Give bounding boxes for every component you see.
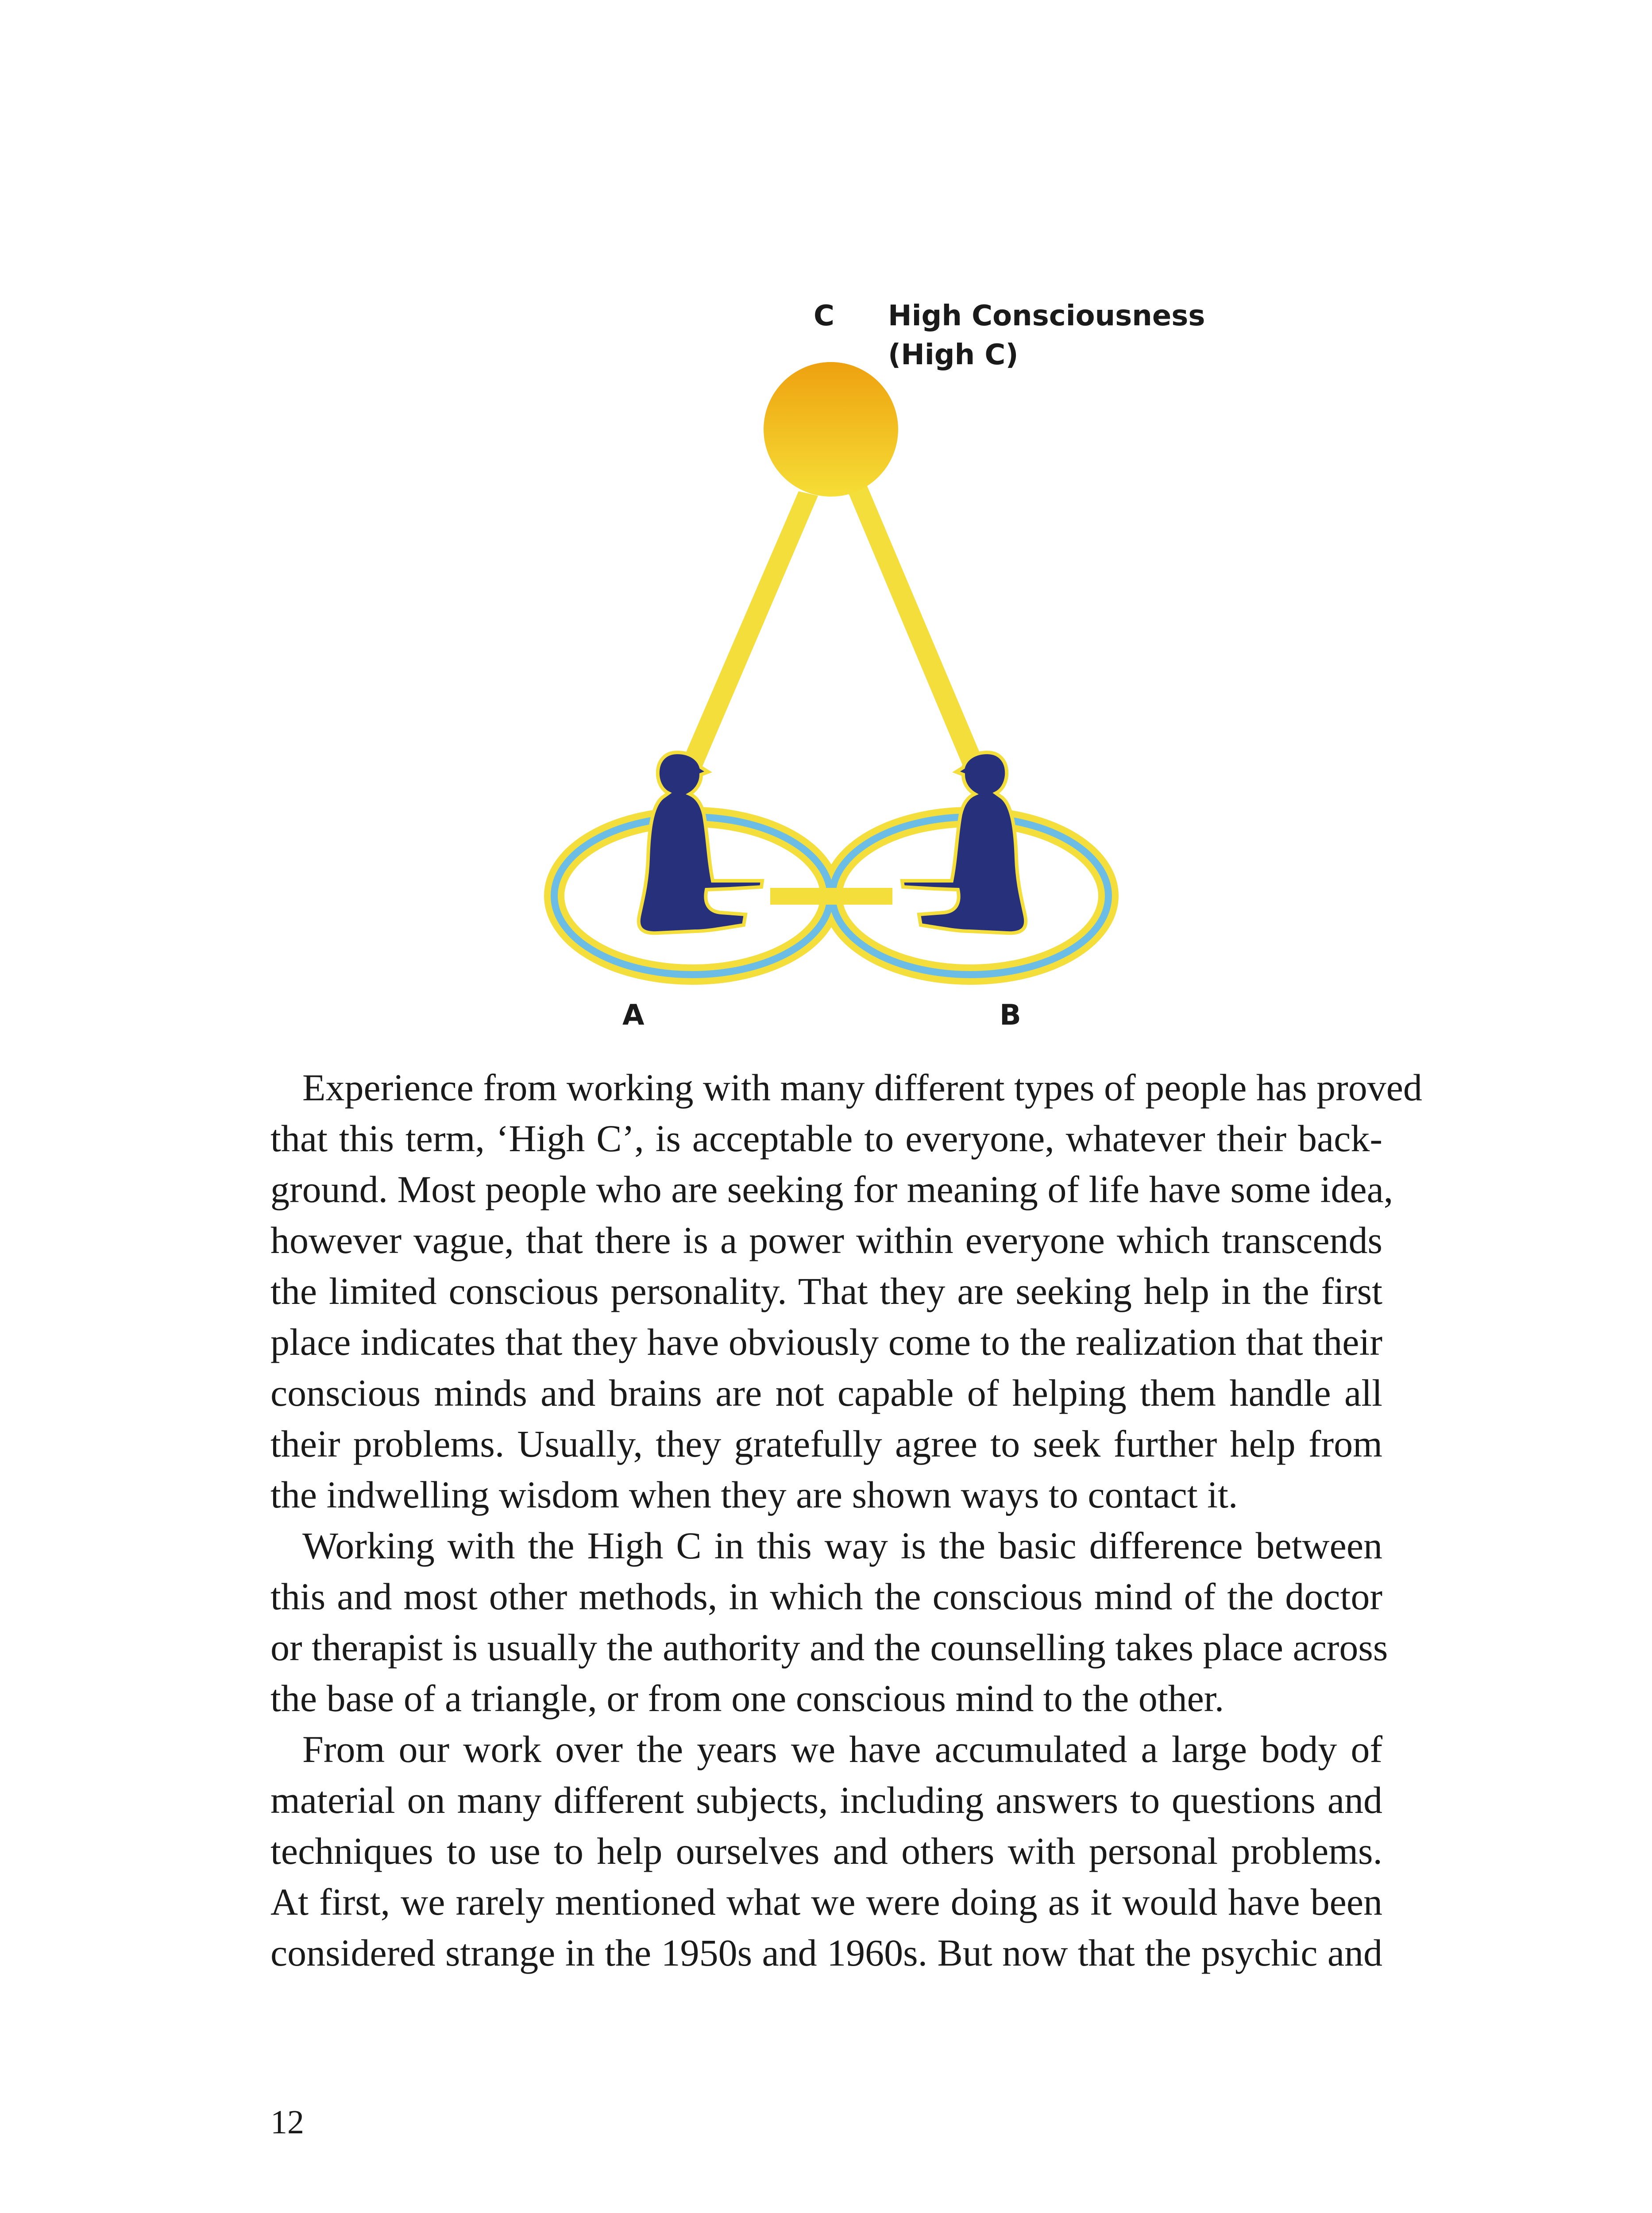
text-line: Working with the High C in this way is the basic difference between xyxy=(302,1524,1382,1567)
text-line: their problems. Usually, they gratefully agree to seek further help from xyxy=(270,1423,1382,1465)
sun-icon xyxy=(764,362,898,497)
label-b: B xyxy=(1000,999,1021,1032)
body-text xyxy=(270,1062,1422,1978)
text-line: From our work over the years we have accumulated a large body of xyxy=(302,1728,1382,1770)
label-a: A xyxy=(622,999,645,1032)
diagram-subtitle: (High C) xyxy=(888,339,1019,371)
diagram-title: High Consciousness xyxy=(888,300,1205,332)
text-line: material on many different subjects, including answers to questions and xyxy=(270,1779,1382,1821)
text-line: ground. Most people who are seeking for meaning of life have some idea, xyxy=(270,1168,1393,1211)
text-line: Experience from working with many different types of people has proved xyxy=(302,1066,1422,1109)
meditating-figure-a-icon xyxy=(639,752,762,933)
text-line: this and most other methods, in which the conscious mind of the doctor xyxy=(270,1575,1382,1618)
text-line: considered strange in the 1950s and 1960s. But now that the psychic and xyxy=(270,1932,1382,1974)
infinity-rings xyxy=(554,817,1108,975)
text-line: techniques to use to help ourselves and others with personal problems. xyxy=(270,1830,1382,1872)
text-line: however vague, that there is a power within everyone which transcends xyxy=(270,1219,1382,1261)
text-line: or therapist is usually the authority and the counselling takes place across xyxy=(270,1626,1388,1669)
diagram-graphic xyxy=(0,0,1652,1062)
text-line: At first, we rarely mentioned what we were doing as it would have been xyxy=(270,1881,1382,1923)
text-line: that this term, ‘High C’, is acceptable to everyone, whatever their back- xyxy=(270,1117,1382,1160)
text-line: the base of a triangle, or from one conscious mind to the other. xyxy=(270,1677,1224,1720)
paragraph xyxy=(270,1062,1422,1520)
ray-to-b xyxy=(848,486,992,788)
text-line: conscious minds and brains are not capable of helping them handle all xyxy=(270,1372,1382,1414)
text-line: the indwelling wisdom when they are shown ways to contact it. xyxy=(270,1473,1238,1516)
high-c-triangle-diagram xyxy=(0,0,1652,1062)
label-c: C xyxy=(814,300,834,332)
text-line: place indicates that they have obviously come to the realization that their xyxy=(270,1321,1382,1363)
page-number: 12 xyxy=(270,2104,304,2141)
ray-to-a xyxy=(674,491,818,788)
paragraph xyxy=(270,1724,1382,1978)
paragraph xyxy=(270,1520,1388,1724)
meditating-figure-b-icon xyxy=(902,752,1026,933)
text-line: the limited conscious personality. That they are seeking help in the first xyxy=(270,1270,1382,1312)
light-rays xyxy=(674,486,992,788)
